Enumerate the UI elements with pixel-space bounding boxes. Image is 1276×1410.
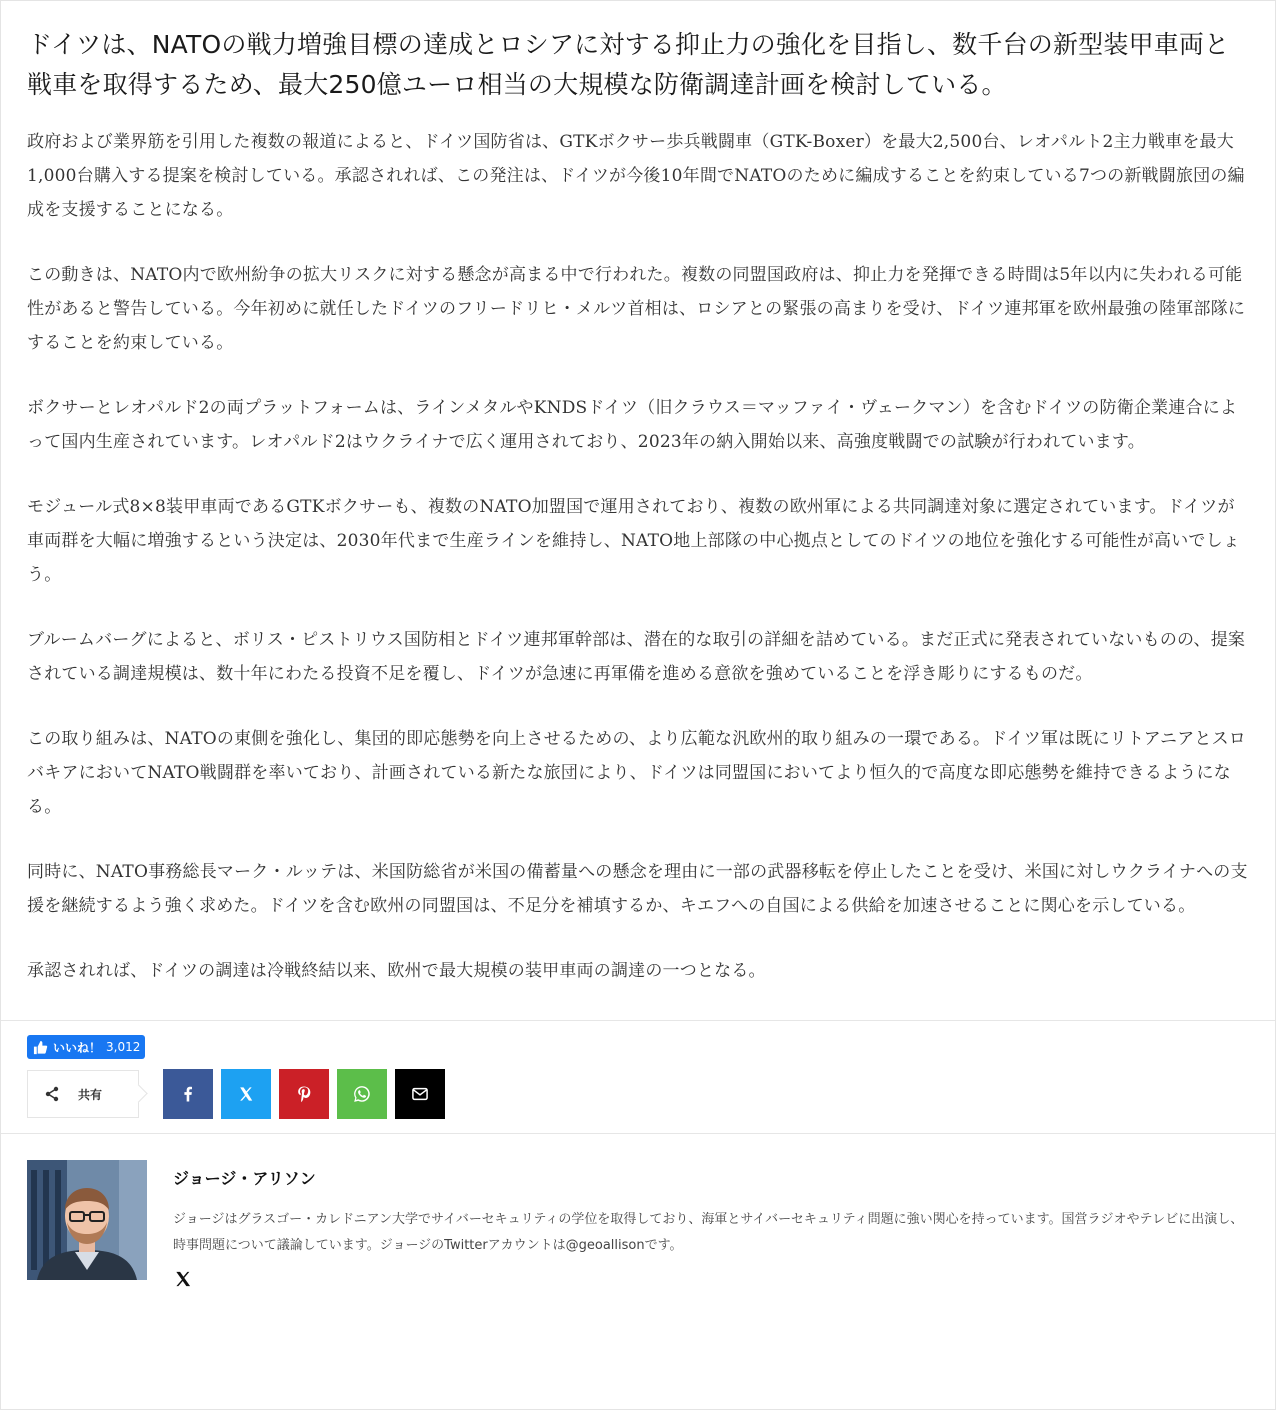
- x-icon[interactable]: [173, 1269, 193, 1289]
- share-row: [27, 1069, 1249, 1119]
- author-avatar[interactable]: [27, 1160, 147, 1280]
- author-info: [173, 1160, 1249, 1289]
- whatsapp-icon: [352, 1084, 372, 1104]
- article-paragraph: この取り組みは、NATOの東側を強化し、集団的即応態勢を向上させるための、より広範な汎欧州的取り組みの一環である。ドイツ軍は既にリトアニアとスロバキアにおいてNATO戦闘群を率いており、計画されている新たな旅団により、ドイツは同盟国においてより恒久的で高度な即応態勢を維持できるようになる。: [27, 729, 1247, 817]
- whatsapp-share-button[interactable]: [337, 1069, 387, 1119]
- article-paragraph: 承認されれば、ドイツの調達は冷戦終結以来、欧州で最大規模の装甲車両の調達の一つとなる。: [27, 961, 766, 981]
- article-title: ドイツは、NATOの戦力増強目標の達成とロシアに対する抑止力の強化を目指し、数千台の新型装甲車両と戦車を取得するため、最大250億ユーロ相当の大規模な防衛調達計画を検討している。: [27, 30, 1230, 99]
- pinterest-icon: [294, 1084, 314, 1104]
- article-paragraph: 同時に、NATO事務総長マーク・ルッテは、米国防総省が米国の備蓄量への懸念を理由に一部の武器移転を停止したことを受け、米国に対しウクライナへの支援を継続するよう強く求めた。ドイツを含む欧州の同盟国は、不足分を補填するか、キエフへの自国による供給を加速させることに関心を示している。: [27, 862, 1248, 916]
- article-paragraph: モジュール式8×8装甲車両であるGTKボクサーも、複数のNATO加盟国で運用されており、複数の欧州軍による共同調達対象に選定されています。ドイツが車両群を大幅に増強するという決定は、2030年代まで生産ラインを維持し、NATO地上部隊の中心拠点としてのドイツの地位を強化する可能性が高いでしょう。: [27, 497, 1240, 585]
- author-name[interactable]: ジョージ・アリソン: [173, 1169, 316, 1188]
- social-bar: [1, 1021, 1275, 1133]
- pinterest-share-button[interactable]: [279, 1069, 329, 1119]
- share-icon: [44, 1086, 60, 1102]
- article: [1, 1, 1275, 988]
- like-label: いいね！: [53, 1040, 102, 1055]
- x-share-button[interactable]: [221, 1069, 271, 1119]
- share-label: 共有: [78, 1087, 103, 1102]
- article-paragraph: ボクサーとレオパルド2の両プラットフォームは、ラインメタルやKNDSドイツ（旧クラウス＝マッファイ・ヴェークマン）を含むドイツの防衛企業連合によって国内生産されています。レオパルド2はウクライナで広く運用されており、2023年の納入開始以来、高強度戦闘での試験が行われています。: [27, 398, 1238, 452]
- email-icon: [410, 1084, 430, 1104]
- author-bio: ジョージはグラスゴー・カレドニアン大学でサイバーセキュリティの学位を取得しており、海軍とサイバーセキュリティ問題に強い関心を持っています。国営ラジオやテレビに出演し、時事問題について議論しています。ジョージのTwitterアカウントは@geoallisonです。: [173, 1212, 1244, 1253]
- x-icon: [236, 1084, 256, 1104]
- share-label-box: [27, 1070, 139, 1118]
- like-count: 3,012: [106, 1040, 141, 1054]
- article-paragraph: ブルームバーグによると、ボリス・ピストリウス国防相とドイツ連邦軍幹部は、潜在的な取引の詳細を詰めている。まだ正式に発表されていないものの、提案されている調達規模は、数十年にわたる投資不足を覆し、ドイツが急速に再軍備を進める意欲を強めていることを浮き彫りにするものだ。: [27, 630, 1246, 684]
- facebook-icon: [178, 1084, 198, 1104]
- email-share-button[interactable]: [395, 1069, 445, 1119]
- facebook-like-button[interactable]: [27, 1035, 145, 1059]
- article-paragraph: 政府および業界筋を引用した複数の報道によると、ドイツ国防省は、GTKボクサー歩兵戦闘車（GTK-Boxer）を最大2,500台、レオパルト2主力戦車を最大1,000台購入する提案を検討している。承認されれば、この発注は、ドイツが今後10年間でNATOのために編成することを約束している7つの新戦闘旅団の編成を支援することになる。: [27, 132, 1245, 220]
- thumbs-up-icon: [33, 1040, 48, 1055]
- article-paragraph: この動きは、NATO内で欧州紛争の拡大リスクに対する懸念が高まる中で行われた。複数の同盟国政府は、抑止力を発揮できる時間は5年以内に失われる可能性があると警告している。今年初めに就任したドイツのフリードリヒ・メルツ首相は、ロシアとの緊張の高まりを受け、ドイツ連邦軍を欧州最強の陸軍部隊にすることを約束している。: [27, 265, 1246, 353]
- author-box: [1, 1134, 1275, 1289]
- author-photo: [27, 1160, 147, 1280]
- facebook-share-button[interactable]: [163, 1069, 213, 1119]
